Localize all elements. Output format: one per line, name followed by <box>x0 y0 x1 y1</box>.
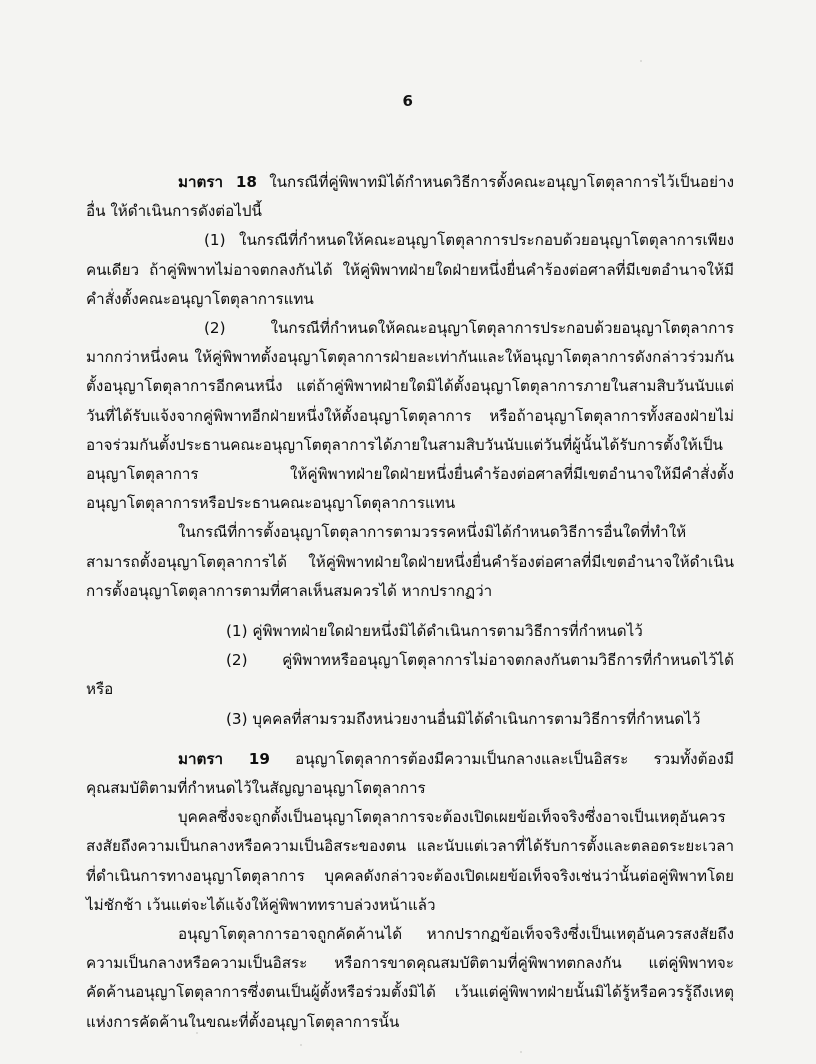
paragraph-18-item-3: (3) บุคคลที่สามรวมถึงหน่วยงานอื่นมิได้ดำเนินการตามวิธีการที่กำหนดไว้ <box>226 709 701 728</box>
section-19-label: มาตรา 19 <box>178 749 270 768</box>
scan-speckle <box>520 1051 522 1053</box>
paragraph-section-18 <box>86 168 734 226</box>
paragraph-18-clause-1: (1) ในกรณีที่กำหนดให้คณะอนุญาโตตุลาการประกอบด้วยอนุญาโตตุลาการเพียงคนเดียว ถ้าคู่พิพาทไม่อาจตกลงกันได้ ให้คู่พิพาทฝ่ายใดฝ่ายหนึ่งยื่นคำร้องต่อศาลที่มีเขตอำนาจให้มีคำสั่งตั้งคณะอนุญาโตตุลาการแทน <box>86 231 734 308</box>
section-19-text: อนุญาโตตุลาการต้องมีความเป็นกลางและเป็นอิสระ รวมทั้งต้องมีคุณสมบัติตามที่กำหนดไว้ในสัญญาอนุญาโตตุลาการ <box>86 749 735 798</box>
paragraph-19-third-part: อนุญาโตตุลาการอาจถูกคัดค้านได้ หากปรากฏข้อเท็จจริงซึ่งเป็นเหตุอันควรสงสัยถึงความเป็นกลางหรือความเป็นอิสระ หรือการขาดคุณสมบัติตามที่คู่พิพาทตกลงกัน แต่คู่พิพาทจะคัดค้านอนุญาโตตุลาการซึ่งตนเป็นผู้ตั้งหรือร่วมตั้งมิได้ เว้นแต่คู่พิพาทฝ่ายนั้นมิได้รู้หรือควรรู้ถึงเหตุแห่งการคัดค้านในขณะที่ตั้งอนุญาโตตุลาการนั้น <box>86 925 734 1031</box>
page-number: 6 <box>402 92 414 110</box>
paragraph-18-item-1: (1) คู่พิพาทฝ่ายใดฝ่ายหนึ่งมิได้ดำเนินการตามวิธีการที่กำหนดไว้ <box>226 622 643 641</box>
paragraph-19-second-part: บุคคลซึ่งจะถูกตั้งเป็นอนุญาโตตุลาการจะต้องเปิดเผยข้อเท็จจริงซึ่งอาจเป็นเหตุอันควรสงสัยถึงความเป็นกลางหรือความเป็นอิสระของตน และนับแต่เวลาที่ได้รับการตั้งและตลอดระยะเวลาที่ดำเนินการทางอนุญาโตตุลาการ บุคคลดังกล่าวจะต้องเปิดเผยข้อเท็จจริงเช่นว่านั้นต่อคู่พิพาทโดยไม่ชักช้า เว้นแต่จะได้แจ้งให้คู่พิพาททราบล่วงหน้าแล้ว <box>86 808 734 914</box>
scan-speckle <box>196 1032 198 1034</box>
scan-speckle <box>640 60 642 62</box>
document-body <box>86 168 734 1037</box>
paragraph-18-clause-2: (2) ในกรณีที่กำหนดให้คณะอนุญาโตตุลาการประกอบด้วยอนุญาโตตุลาการมากกว่าหนึ่งคน ให้คู่พิพาทตั้งอนุญาโตตุลาการฝ่ายละเท่ากันและให้อนุญาโตตุลาการดังกล่าวร่วมกันตั้งอนุญาโตตุลาการอีกคนหนึ่ง แต่ถ้าคู่พิพาทฝ่ายใดมิได้ตั้งอนุญาโตตุลาการภายในสามสิบวันนับแต่วันที่ได้รับแจ้งจากคู่พิพาทอีกฝ่ายหนึ่งให้ตั้งอนุญาโตตุลาการ หรือถ้าอนุญาโตตุลาการทั้งสองฝ่ายไม่อาจร่วมกันตั้งประธานคณะอนุญาโตตุลาการได้ภายในสามสิบวันนับแต่วันที่ผู้นั้นได้รับการตั้งให้เป็นอนุญาโตตุลาการ ให้คู่พิพาทฝ่ายใดฝ่ายหนึ่งยื่นคำร้องต่อศาลที่มีเขตอำนาจให้มีคำสั่งตั้งอนุญาโตตุลาการหรือประธานคณะอนุญาโตตุลาการแทน <box>86 319 734 513</box>
paragraph-18-item-2: (2) คู่พิพาทหรืออนุญาโตตุลาการไม่อาจตกลงกันตามวิธีการที่กำหนดไว้ได้ หรือ <box>86 651 734 699</box>
paragraph-section-19 <box>86 745 734 803</box>
paragraph-18-second-part: ในกรณีที่การตั้งอนุญาโตตุลาการตามวรรคหนึ่งมิได้กำหนดวิธีการอื่นใดที่ทำให้สามารถตั้งอนุญาโตตุลาการได้ ให้คู่พิพาทฝ่ายใดฝ่ายหนึ่งยื่นคำร้องต่อศาลที่มีเขตอำนาจให้ดำเนินการตั้งอนุญาโตตุลาการตามที่ศาลเห็นสมควรได้ หากปรากฏว่า <box>86 523 734 600</box>
section-18-text: ในกรณีที่คู่พิพาทมิได้กำหนดวิธีการตั้งคณะอนุญาโตตุลาการไว้เป็นอย่างอื่น ให้ดำเนินการดังต่อไปนี้ <box>86 173 734 221</box>
scan-speckle <box>300 1044 302 1046</box>
section-18-label: มาตรา 18 <box>178 173 257 191</box>
